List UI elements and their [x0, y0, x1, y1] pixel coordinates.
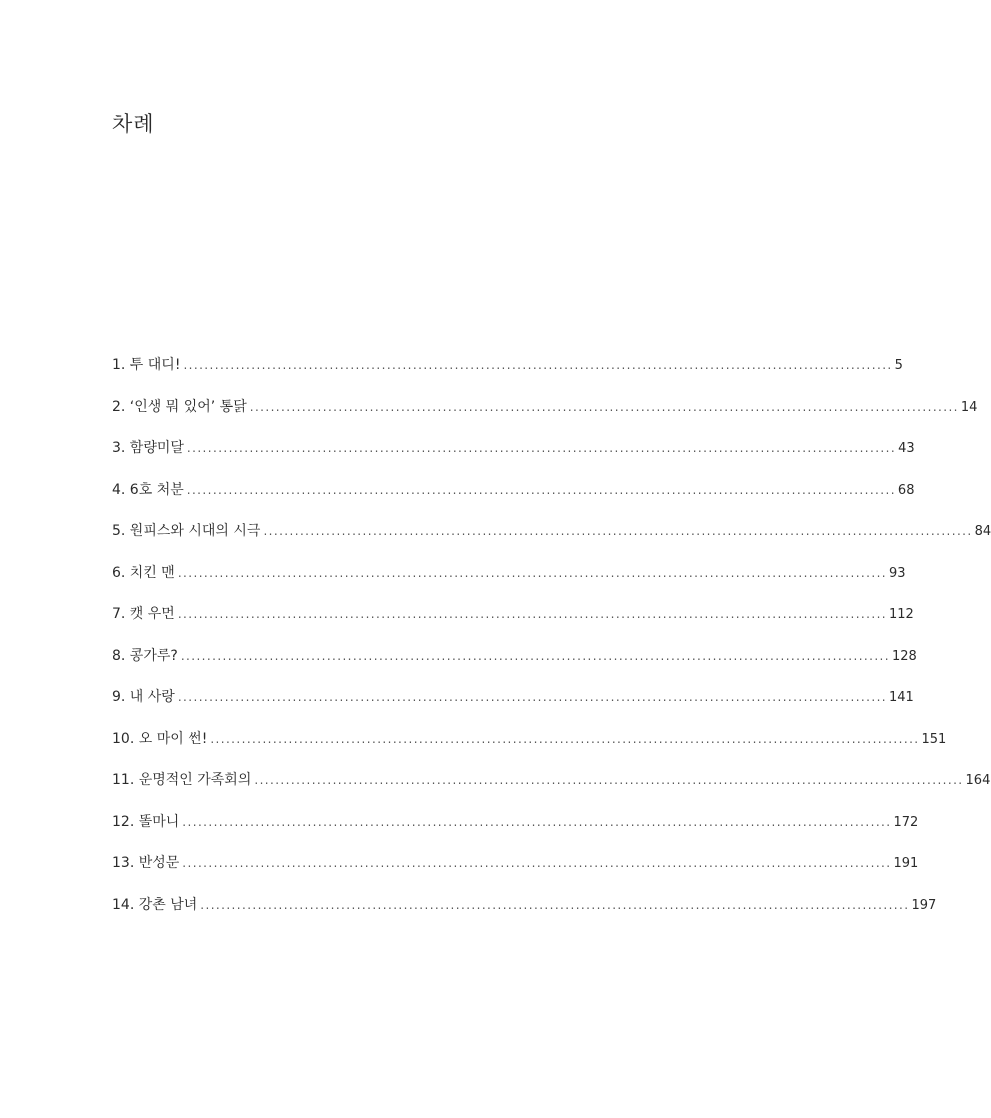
toc-entry: [112, 477, 915, 519]
toc-entry: [112, 601, 914, 643]
dot-leader: ........................................................................................................................................: [186, 441, 897, 455]
dot-leader: ........................................................................................................................................: [183, 358, 893, 372]
toc-entry-title: 6. 치킨 맨: [112, 564, 175, 581]
dot-leader: ........................................................................................................................................: [182, 814, 892, 829]
toc-entry-page: 172: [893, 814, 919, 830]
toc-entry: [112, 560, 906, 602]
toc-entry: [112, 850, 919, 892]
toc-entry: [112, 809, 919, 851]
toc-entry-title: 1. 투 대디!: [112, 357, 181, 373]
toc-entry-page: 141: [889, 690, 914, 705]
toc-entry-title: 9. 내 사랑: [112, 689, 175, 705]
toc-entry-title: 4. 6호 처분: [112, 481, 184, 498]
toc-entry-page: 128: [891, 648, 917, 664]
toc-entry: [112, 352, 903, 394]
toc-entry-title: 2. ‘인생 뭐 있어’ 통닭: [112, 398, 247, 415]
toc-entry-page: 43: [898, 441, 915, 456]
toc-entry: [112, 394, 978, 436]
toc-entry: [112, 518, 991, 560]
toc-entry-page: 93: [889, 565, 906, 581]
toc-entry: [112, 892, 937, 934]
dot-leader: ........................................................................................................................................: [177, 565, 888, 580]
dot-leader: ........................................................................................................................................: [200, 897, 910, 912]
toc-entry: [112, 643, 917, 685]
toc-entry-title: 8. 콩가루?: [112, 647, 178, 664]
toc-entry-page: 197: [911, 897, 937, 913]
page-title: 차례: [112, 112, 155, 136]
toc-entry-title: 7. 캣 우먼: [112, 606, 175, 622]
toc-entry-title: 12. 똘마니: [112, 813, 180, 830]
dot-leader: ........................................................................................................................................: [177, 607, 888, 621]
toc-entry-title: 10. 오 마이 썬!: [112, 730, 208, 747]
dot-leader: ........................................................................................................................................: [180, 648, 890, 663]
toc-entry-page: 151: [921, 731, 947, 747]
dot-leader: ........................................................................................................................................: [254, 773, 964, 787]
dot-leader: ........................................................................................................................................: [182, 856, 892, 870]
dot-leader: ........................................................................................................................................: [249, 399, 959, 414]
table-of-contents: [112, 352, 991, 933]
toc-entry: [112, 435, 915, 477]
toc-entry: [112, 726, 947, 768]
toc-entry-page: 84: [974, 524, 991, 539]
toc-entry-page: 164: [965, 773, 991, 788]
dot-leader: ........................................................................................................................................: [263, 524, 973, 538]
toc-entry-page: 68: [897, 482, 915, 498]
toc-entry-title: 5. 원피스와 시대의 시극: [112, 523, 261, 539]
dot-leader: ........................................................................................................................................: [210, 731, 920, 746]
toc-entry-page: 14: [960, 399, 978, 415]
dot-leader: ........................................................................................................................................: [186, 482, 896, 497]
toc-entry: [112, 767, 991, 809]
dot-leader: ........................................................................................................................................: [177, 690, 888, 704]
toc-entry-title: 13. 반성문: [112, 855, 180, 871]
toc-entry-title: 11. 운명적인 가족회의: [112, 772, 252, 788]
toc-entry-title: 14. 강촌 남녀: [112, 896, 198, 913]
toc-entry: [112, 684, 914, 726]
toc-entry-page: 5: [894, 358, 903, 373]
toc-entry-page: 112: [889, 607, 914, 622]
toc-entry-page: 191: [893, 856, 919, 871]
toc-entry-title: 3. 함량미달: [112, 440, 184, 456]
